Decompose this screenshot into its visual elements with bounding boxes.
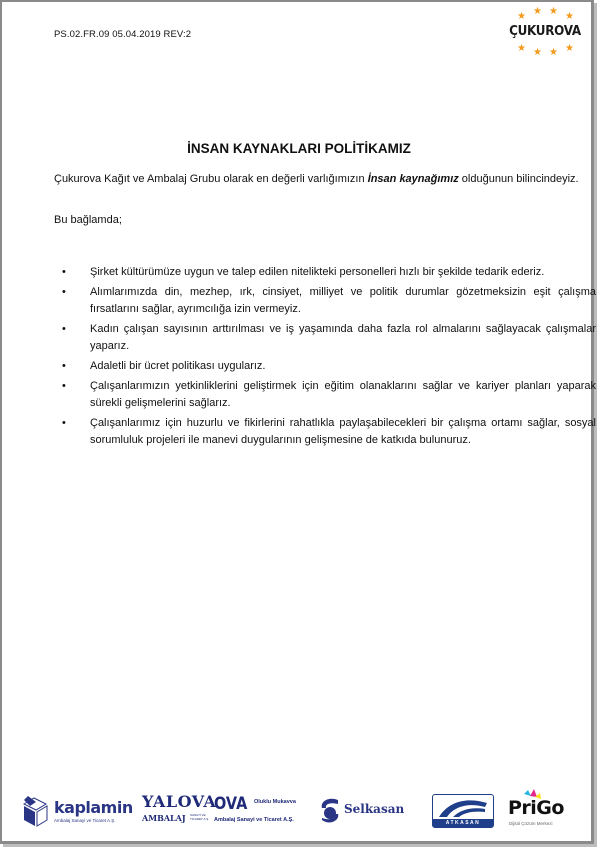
bullet-icon: • bbox=[62, 417, 66, 429]
atkasan-logo bbox=[432, 792, 496, 832]
prigo-logo bbox=[508, 792, 588, 832]
star-icon: ★ bbox=[549, 6, 558, 17]
page-title: İNSAN KAYNAKLARI POLİTİKAMIZ bbox=[187, 141, 411, 156]
star-icon: ★ bbox=[533, 47, 542, 58]
ova-logo bbox=[214, 792, 314, 832]
star-icon: ★ bbox=[565, 11, 574, 22]
star-icon: ★ bbox=[565, 43, 574, 54]
yalova-sub: AMBALAJ bbox=[142, 813, 186, 823]
policy-list bbox=[54, 264, 596, 452]
policy-item bbox=[54, 415, 596, 449]
policy-item bbox=[54, 358, 596, 375]
bullet-icon: • bbox=[62, 323, 66, 335]
star-icon: ★ bbox=[549, 47, 558, 58]
document-reference: PS.02.FR.09 05.04.2019 REV:2 bbox=[54, 29, 192, 40]
box-icon bbox=[20, 794, 50, 828]
policy-item bbox=[54, 284, 596, 318]
kaplamin-name: kaplamin bbox=[54, 798, 133, 817]
bullet-icon: • bbox=[62, 266, 66, 278]
policy-item bbox=[54, 378, 596, 412]
ova-line1: Oluklu Mukavva bbox=[254, 799, 296, 805]
star-icon: ★ bbox=[517, 11, 526, 22]
ova-name: OVA bbox=[214, 794, 248, 814]
selkasan-name: Selkasan bbox=[344, 802, 405, 816]
policy-item bbox=[54, 321, 596, 355]
star-icon: ★ bbox=[517, 43, 526, 54]
atkasan-frame bbox=[432, 794, 494, 828]
policy-text: Adaletli bir ücret politikası uygularız. bbox=[90, 360, 266, 372]
policy-text: Alımlarımızda din, mezhep, ırk, cinsiyet, milliyet ve politik durumlar gözetmeksizin eşit çalışma fırsatlarını sağlar, ayrımcılığa izin vermeyiz. bbox=[90, 286, 596, 315]
cukurova-logo-text: ÇUKUROVA bbox=[509, 24, 581, 39]
intro-text-before: Çukurova Kağıt ve Ambalaj Grubu olarak en değerli varlığımızın bbox=[54, 173, 368, 185]
bullet-icon: • bbox=[62, 286, 66, 298]
ova-line2: Ambalaj Sanayi ve Ticaret A.Ş. bbox=[214, 817, 294, 823]
prigo-name: PriGo bbox=[508, 797, 564, 819]
policy-text: Çalışanlarımızın yetkinliklerini geliştirmek için eğitim olanaklarını sağlar ve kariyer planları yaparak sürekli gelişmelerini sağlarız. bbox=[90, 380, 596, 409]
swirl-icon bbox=[318, 796, 342, 826]
arch-icon bbox=[433, 795, 492, 819]
bullet-icon: • bbox=[62, 360, 66, 372]
yalova-name: YALOVA bbox=[142, 792, 217, 811]
footer-logos bbox=[16, 792, 586, 832]
intro-text-after: olduğunun bilincindeyiz. bbox=[458, 173, 579, 185]
star-icon: ★ bbox=[533, 6, 542, 17]
bullet-icon: • bbox=[62, 380, 66, 392]
atkasan-name: ATKASAN bbox=[433, 819, 493, 827]
policy-text: Şirket kültürümüze uygun ve talep edilen nitelikteki personelleri hızlı bir şekilde tedarik ederiz. bbox=[90, 266, 545, 278]
policy-text: Kadın çalışan sayısının arttırılması ve iş yaşamında daha fazla rol almalarını sağlayacak çalışmalar yaparız. bbox=[90, 323, 596, 352]
kaplamin-logo bbox=[20, 792, 138, 832]
yalova-logo bbox=[142, 792, 217, 832]
intro-paragraph bbox=[54, 171, 596, 188]
selkasan-logo bbox=[318, 792, 418, 832]
intro-emphasis: İnsan kaynağımız bbox=[367, 173, 459, 185]
yalova-sub2: SANAYİ VE TİCARET A.Ş. bbox=[190, 813, 210, 821]
prigo-sub: Dijital Çözüm Merkezi bbox=[509, 821, 553, 826]
policy-item bbox=[54, 264, 596, 281]
cukurova-logo bbox=[497, 6, 593, 58]
policy-text: Çalışanlarımız için huzurlu ve fikirlerini rahatlıkla paylaşabilecekleri bir çalışma ortamı sağlar, sosyal sorumluluk projeleri ile manevi duygularının gelişmesine de katkıda bulunuruz. bbox=[90, 417, 596, 446]
kaplamin-sub: Ambalaj Sanayi ve Ticaret A.Ş. bbox=[54, 818, 116, 823]
lead-paragraph: Bu bağlamda; bbox=[54, 214, 122, 226]
